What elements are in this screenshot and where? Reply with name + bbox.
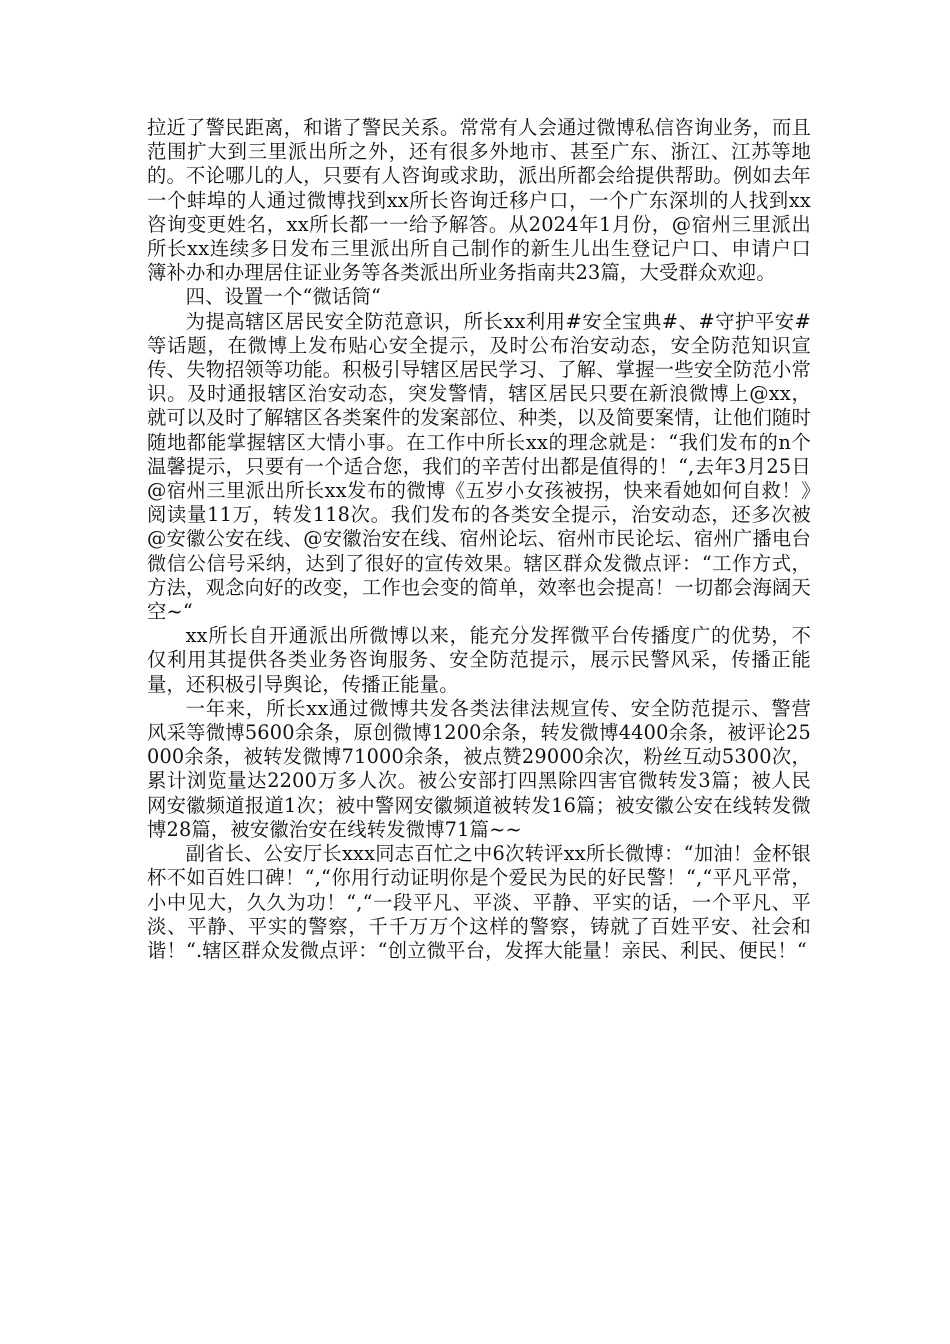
document-body [147, 116, 811, 963]
paragraph-4: xx所长自开通派出所微博以来，能充分发挥微平台传播度广的优势，不仅利用其提供各类业务咨询服务、安全防范提示，展示民警风采，传播正能量，还积极引导舆论，传播正能量。 [147, 624, 811, 696]
paragraph-5: 一年来，所长xx通过微博共发各类法律法规宣传、安全防范提示、警营风采等微博5600余条，原创微博1200余条，转发微博4400余条，被评论25000余条，被转发微博71000余条，被点赞29000余次，粉丝互动5300次，累计浏览量达2200万多人次。被公安部打四黑除四害官微转发3篇；被人民网安徽频道报道1次；被中警网安徽频道被转发16篇；被安徽公安在线转发微博28篇，被安徽治安在线转发微博71篇~~ [147, 696, 811, 841]
section-heading-4: 四、设置一个“微话筒“ [185, 285, 382, 309]
paragraph-1: 拉近了警民距离，和谐了警民关系。常常有人会通过微博私信咨询业务，而且范围扩大到三里派出所之外，还有很多外地市、甚至广东、浙江、江苏等地的。不论哪儿的人，只要有人咨询或求助，派出所都会给提供帮助。例如去年一个蚌埠的人通过微博找到xx所长咨询迁移户口，一个广东深圳的人找到xx咨询变更姓名，xx所长都一一给予解答。从2024年1月份，@宿州三里派出所长xx连续多日发布三里派出所自己制作的新生儿出生登记户口、申请户口簿补办和办理居住证业务等各类派出所业务指南共23篇，大受群众欢迎。 [147, 116, 811, 285]
paragraph-6: 副省长、公安厅长xxx同志百忙之中6次转评xx所长微博：“加油！金杯银杯不如百姓口碑！“,“你用行动证明你是个爱民为民的好民警！“,“平凡平常，小中见大，久久为功！“,“一段平凡、平淡、平静、平实的话，一个平凡、平淡、平静、平实的警察，千千万万个这样的警察，铸就了百姓平安、社会和谐！“.辖区群众发微点评：“创立微平台，发挥大能量！亲民、利民、便民！“ [147, 842, 811, 962]
paragraph-3: 为提高辖区居民安全防范意识，所长xx利用#安全宝典#、#守护平安#等话题，在微博上发布贴心安全提示，及时公布治安动态，安全防范知识宣传、失物招领等功能。积极引导辖区居民学习、了解、掌握一些安全防范小常识。及时通报辖区治安动态，突发警情，辖区居民只要在新浪微博上@xx，就可以及时了解辖区各类案件的发案部位、种类，以及简要案情，让他们随时随地都能掌握辖区大情小事。在工作中所长xx的理念就是：“我们发布的n个温馨提示，只要有一个适合您，我们的辛苦付出都是值得的！“,去年3月25日@宿州三里派出所长xx发布的微博《五岁小女孩被拐，快来看她如何自救！》阅读量11万，转发118次。我们发布的各类安全提示，治安动态，还多次被@安徽公安在线、@安徽治安在线、宿州论坛、宿州市民论坛、宿州广播电台微信公信号采纳，达到了很好的宣传效果。辖区群众发微点评：“工作方式，方法，观念向好的改变，工作也会变的简单，效率也会提高！一切都会海阔天空~“ [147, 309, 811, 624]
